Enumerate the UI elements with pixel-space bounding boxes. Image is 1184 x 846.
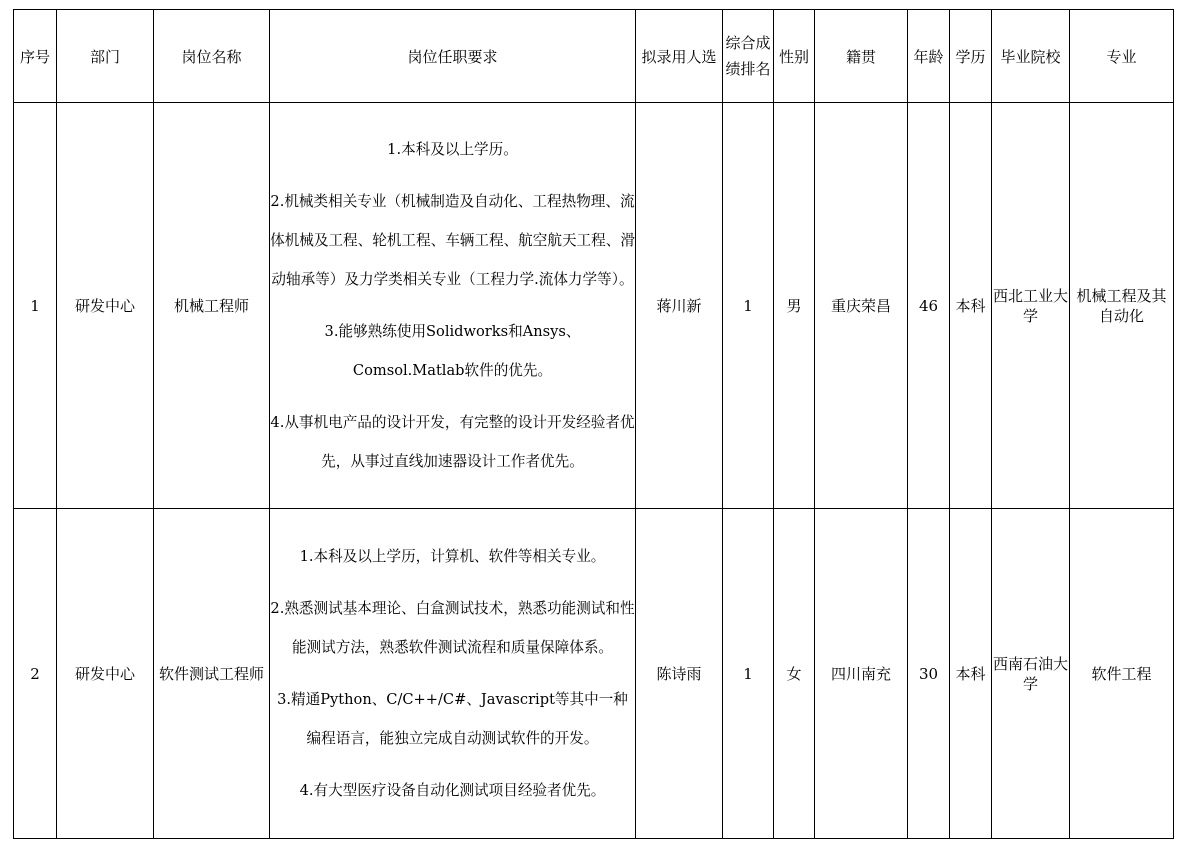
cell-no: 2 <box>14 509 57 839</box>
cell-requirements <box>270 103 636 509</box>
header-requirements: 岗位任职要求 <box>270 10 636 103</box>
header-origin: 籍贯 <box>815 10 908 103</box>
cell-age: 46 <box>908 103 950 509</box>
requirement-item: 3.精通Python、C/C++/C#、Javascript等其中一种编程语言，能独立完成自动测试软件的开发。 <box>277 691 628 747</box>
header-candidate: 拟录用人选 <box>636 10 723 103</box>
requirement-item: 1.本科及以上学历，计算机、软件等相关专业。 <box>299 548 606 565</box>
cell-school: 西北工业大学 <box>992 103 1070 509</box>
cell-major: 软件工程 <box>1070 509 1174 839</box>
header-row <box>14 10 1174 103</box>
header-major: 专业 <box>1070 10 1174 103</box>
cell-school: 西南石油大学 <box>992 509 1070 839</box>
cell-education: 本科 <box>950 509 992 839</box>
requirement-item: 4.从事机电产品的设计开发，有完整的设计开发经验者优先，从事过直线加速器设计工作者优先。 <box>270 414 635 470</box>
table-row <box>14 103 1174 509</box>
header-rank <box>723 10 774 103</box>
cell-gender: 女 <box>774 509 815 839</box>
cell-major: 机械工程及其自动化 <box>1070 103 1174 509</box>
header-dept: 部门 <box>57 10 154 103</box>
cell-rank: 1 <box>723 509 774 839</box>
requirement-item: 4.有大型医疗设备自动化测试项目经验者优先。 <box>299 782 606 799</box>
cell-origin: 四川南充 <box>815 509 908 839</box>
table-row <box>14 509 1174 839</box>
cell-dept: 研发中心 <box>57 509 154 839</box>
cell-dept: 研发中心 <box>57 103 154 509</box>
header-school: 毕业院校 <box>992 10 1070 103</box>
cell-origin: 重庆荣昌 <box>815 103 908 509</box>
header-no: 序号 <box>14 10 57 103</box>
header-rank-line2: 绩排名 <box>725 60 771 78</box>
header-position: 岗位名称 <box>154 10 270 103</box>
header-age: 年龄 <box>908 10 950 103</box>
recruitment-table <box>13 9 1174 839</box>
requirement-item: 2.机械类相关专业（机械制造及自动化、工程热物理、流体机械及工程、轮机工程、车辆工程、航空航天工程、滑动轴承等）及力学类相关专业（工程力学.流体力学等）。 <box>270 193 635 288</box>
header-education: 学历 <box>950 10 992 103</box>
cell-gender: 男 <box>774 103 815 509</box>
cell-position: 机械工程师 <box>154 103 270 509</box>
header-rank-line1: 综合成 <box>725 34 771 52</box>
cell-position: 软件测试工程师 <box>154 509 270 839</box>
cell-requirements <box>270 509 636 839</box>
cell-age: 30 <box>908 509 950 839</box>
cell-education: 本科 <box>950 103 992 509</box>
cell-rank: 1 <box>723 103 774 509</box>
requirement-item: 3.能够熟练使用Solidworks和Ansys、Comsol.Matlab软件的优先。 <box>324 323 581 379</box>
header-gender: 性别 <box>774 10 815 103</box>
cell-no: 1 <box>14 103 57 509</box>
requirement-item: 1.本科及以上学历。 <box>387 141 518 158</box>
requirement-item: 2.熟悉测试基本理论、白盒测试技术，熟悉功能测试和性能测试方法，熟悉软件测试流程和质量保障体系。 <box>270 600 635 656</box>
cell-candidate: 陈诗雨 <box>636 509 723 839</box>
cell-candidate: 蒋川新 <box>636 103 723 509</box>
